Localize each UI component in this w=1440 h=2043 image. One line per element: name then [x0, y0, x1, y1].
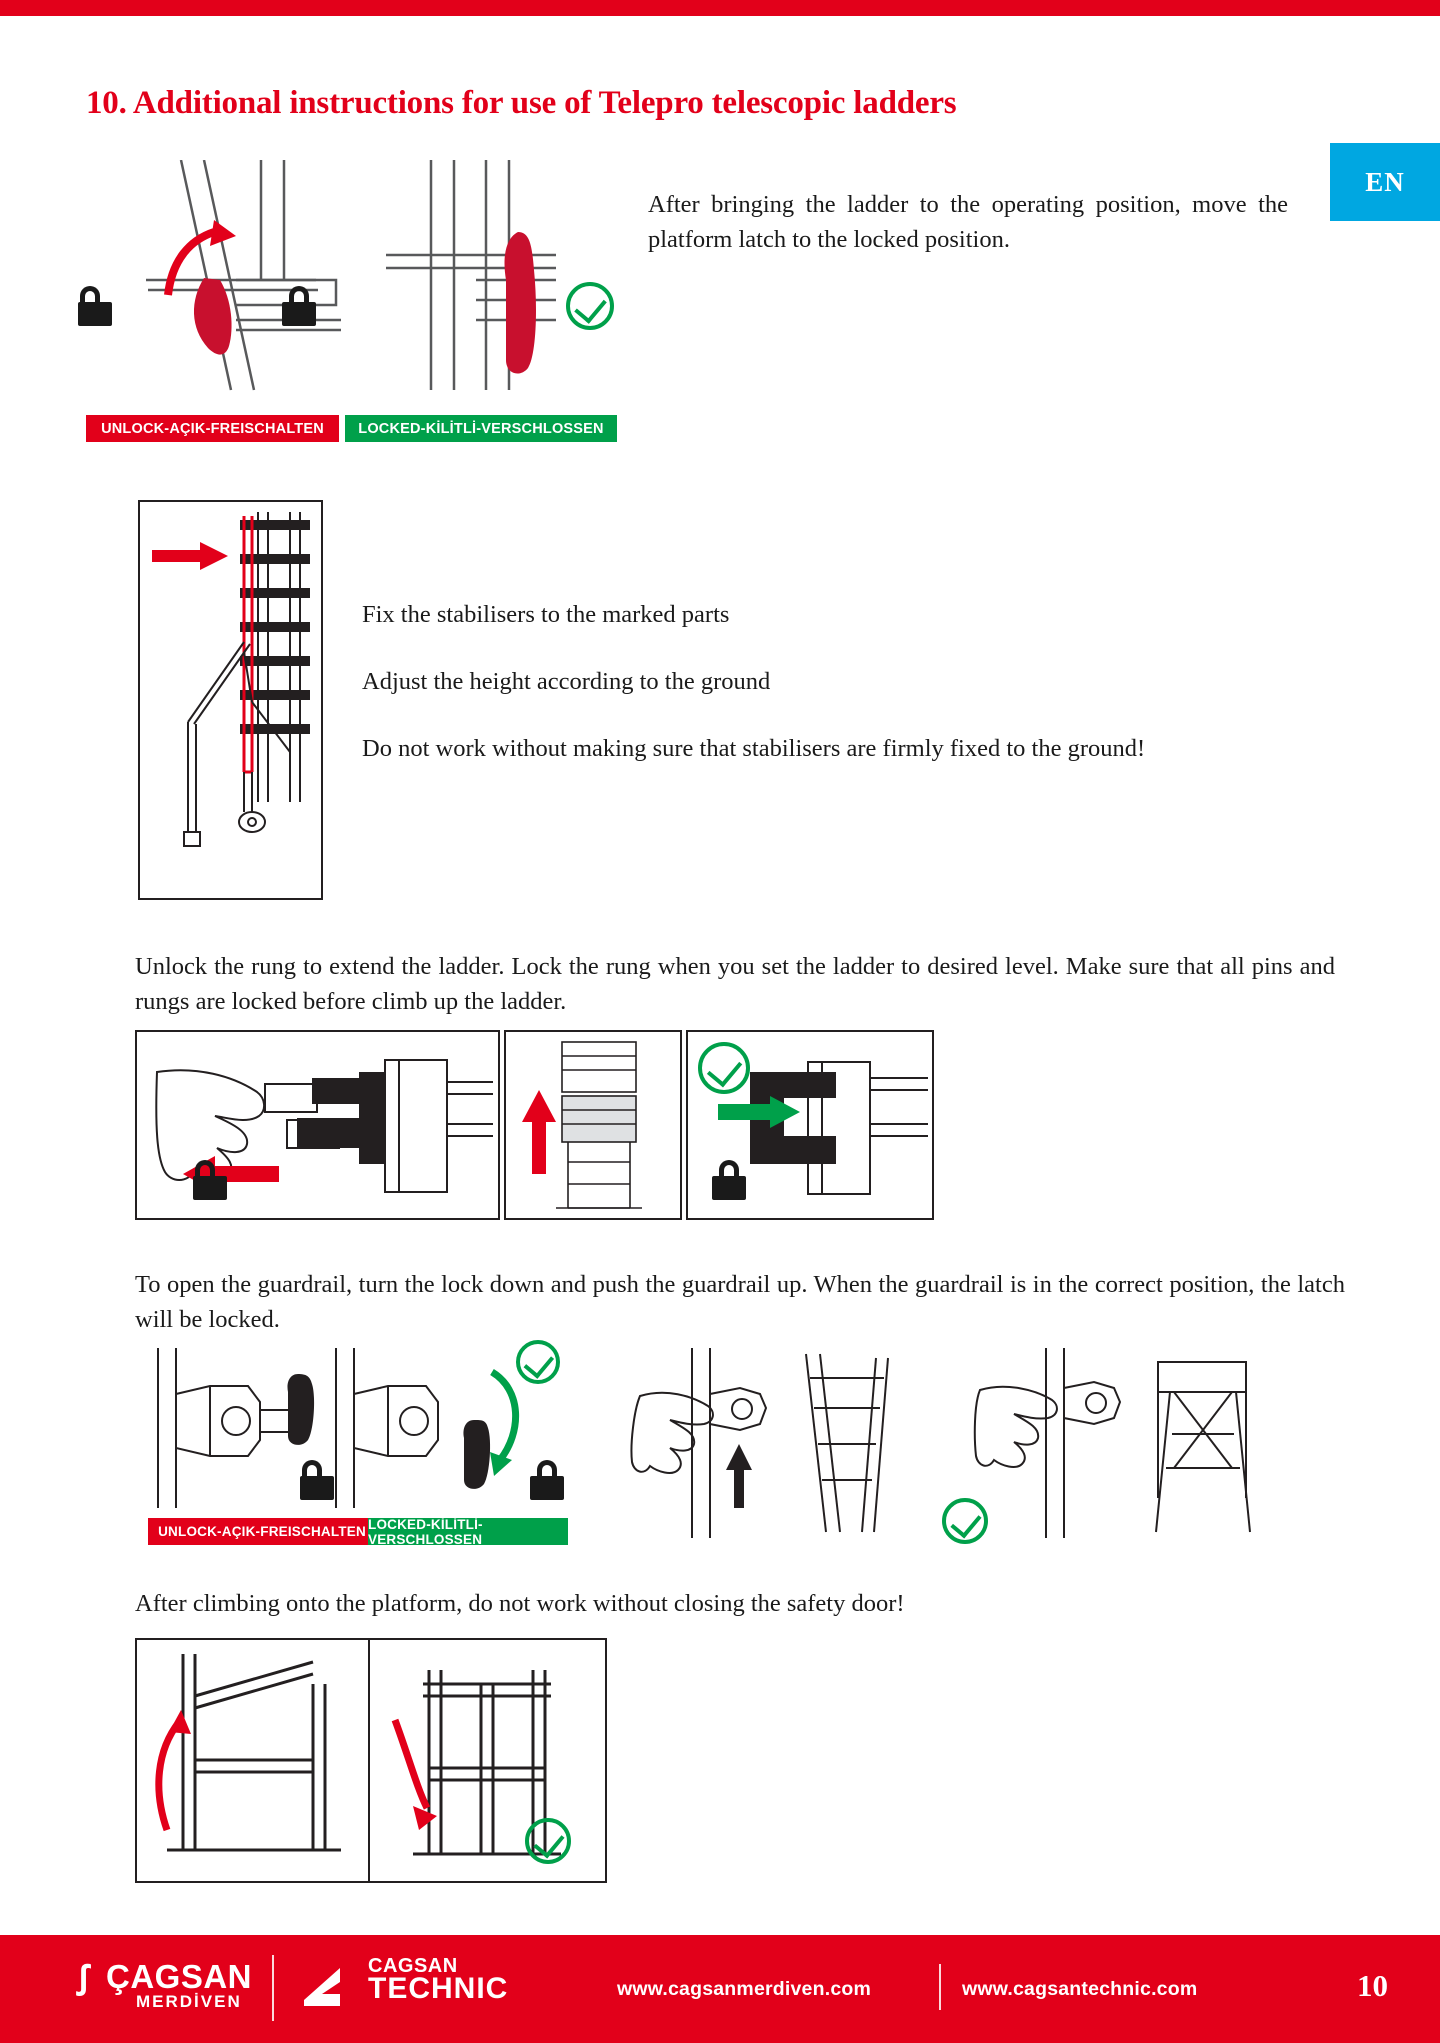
- paragraph-guardrail: To open the guardrail, turn the lock down and push the guardrail up. When the guardrail is in the correct position, the latch will be locked.: [135, 1271, 1345, 1333]
- unlock-icon-rung: [193, 1160, 239, 1206]
- brand-cagsan-technic: [368, 1955, 508, 2006]
- figure-guardrail-hand-2: [960, 1348, 1260, 1538]
- paragraph-safety-door: After climbing onto the platform, do not work without closing the safety door!: [135, 1590, 905, 1617]
- lock-icon: [282, 286, 328, 332]
- guardrail-lock-drawing: [140, 1348, 580, 1508]
- paragraph-unlock-rung: Unlock the rung to extend the ladder. Lock the rung when you set the ladder to desired level. Make sure that all pins and rungs are locked before climb up the ladder.: [135, 953, 1335, 1015]
- platform-latch-drawing: [86, 160, 626, 450]
- chip-unlock-2: UNLOCK-AÇIK-FREISCHALTEN: [148, 1518, 376, 1545]
- footer-link-cagsantechnic[interactable]: www.cagsantechnic.com: [962, 1978, 1198, 2000]
- stabiliser-drawing: [140, 502, 321, 898]
- chip-unlock-1: UNLOCK-AÇIK-FREISCHALTEN: [86, 415, 339, 442]
- paragraph-fix-stabilisers: Fix the stabilisers to the marked parts: [362, 601, 730, 628]
- brand-cagsan-merdiven-name: ÇAGSAN: [106, 1958, 253, 1995]
- merdiven-logo-icon: ꭍ: [76, 1960, 91, 2004]
- chip-locked-1: LOCKED-KİLİTLİ-VERSCHLOSSEN: [345, 415, 617, 442]
- chip-locked-2: LOCKED-KİLİTLİ-VERSCHLOSSEN: [368, 1518, 568, 1545]
- check-icon-guardrail: [516, 1340, 560, 1384]
- page-title: 10. Additional instructions for use of Telepro telescopic ladders: [86, 85, 957, 121]
- check-icon-guardrail-2: [942, 1498, 988, 1544]
- check-icon: [566, 282, 614, 330]
- paragraph-stabiliser-warning: Do not work without making sure that stabilisers are firmly fixed to the ground!: [362, 735, 1146, 762]
- paragraph-adjust-height: Adjust the height according to the ground: [362, 668, 771, 695]
- check-icon-door: [525, 1818, 571, 1864]
- check-icon-rung: [698, 1042, 750, 1094]
- figure-safety-door: [135, 1638, 607, 1883]
- figure-stabilisers: [138, 500, 323, 900]
- figure-guardrail-left: [140, 1348, 580, 1508]
- guardrail-locked-drawing: [960, 1348, 1260, 1538]
- cagsan-technic-logo-icon: [300, 1964, 362, 2010]
- footer-link-cagsanmerdiven[interactable]: www.cagsanmerdiven.com: [617, 1978, 872, 2000]
- top-red-bar: [0, 0, 1440, 16]
- brand-cagsan-technic-sub: TECHNIC: [368, 1972, 509, 2005]
- rung-hand-drawing: [137, 1032, 498, 1218]
- paragraph-latch: After bringing the ladder to the operating position, move the platform latch to the locked position.: [648, 191, 1288, 253]
- latch-arm-locked: [505, 232, 537, 374]
- brand-cagsan-merdiven-sub: MERDİVEN: [136, 1992, 242, 2011]
- figure-rung-panel-2: [504, 1030, 682, 1220]
- tower-extend-drawing: [506, 1032, 680, 1218]
- unlock-icon-guardrail: [300, 1460, 346, 1506]
- figure-rung-panel-3: [686, 1030, 934, 1220]
- panel-divider: [368, 1640, 370, 1881]
- unlock-icon: [78, 286, 124, 332]
- page-number: 10: [1357, 1968, 1388, 2003]
- footer-divider-1: [272, 1955, 274, 2021]
- language-tab[interactable]: EN: [1330, 143, 1440, 221]
- figure-rung-panel-1: [135, 1030, 500, 1220]
- figure-platform-latch: [86, 160, 626, 450]
- brand-cagsan-merdiven: [106, 1958, 252, 2012]
- guardrail-push-drawing: [630, 1348, 910, 1538]
- lock-icon-guardrail: [530, 1460, 576, 1506]
- figure-guardrail-hand-1: [630, 1348, 910, 1538]
- brand-cagsan-technic-name: CAGSAN: [368, 1955, 458, 1977]
- lock-icon-rung: [712, 1160, 758, 1206]
- footer-divider-2: [939, 1964, 941, 2010]
